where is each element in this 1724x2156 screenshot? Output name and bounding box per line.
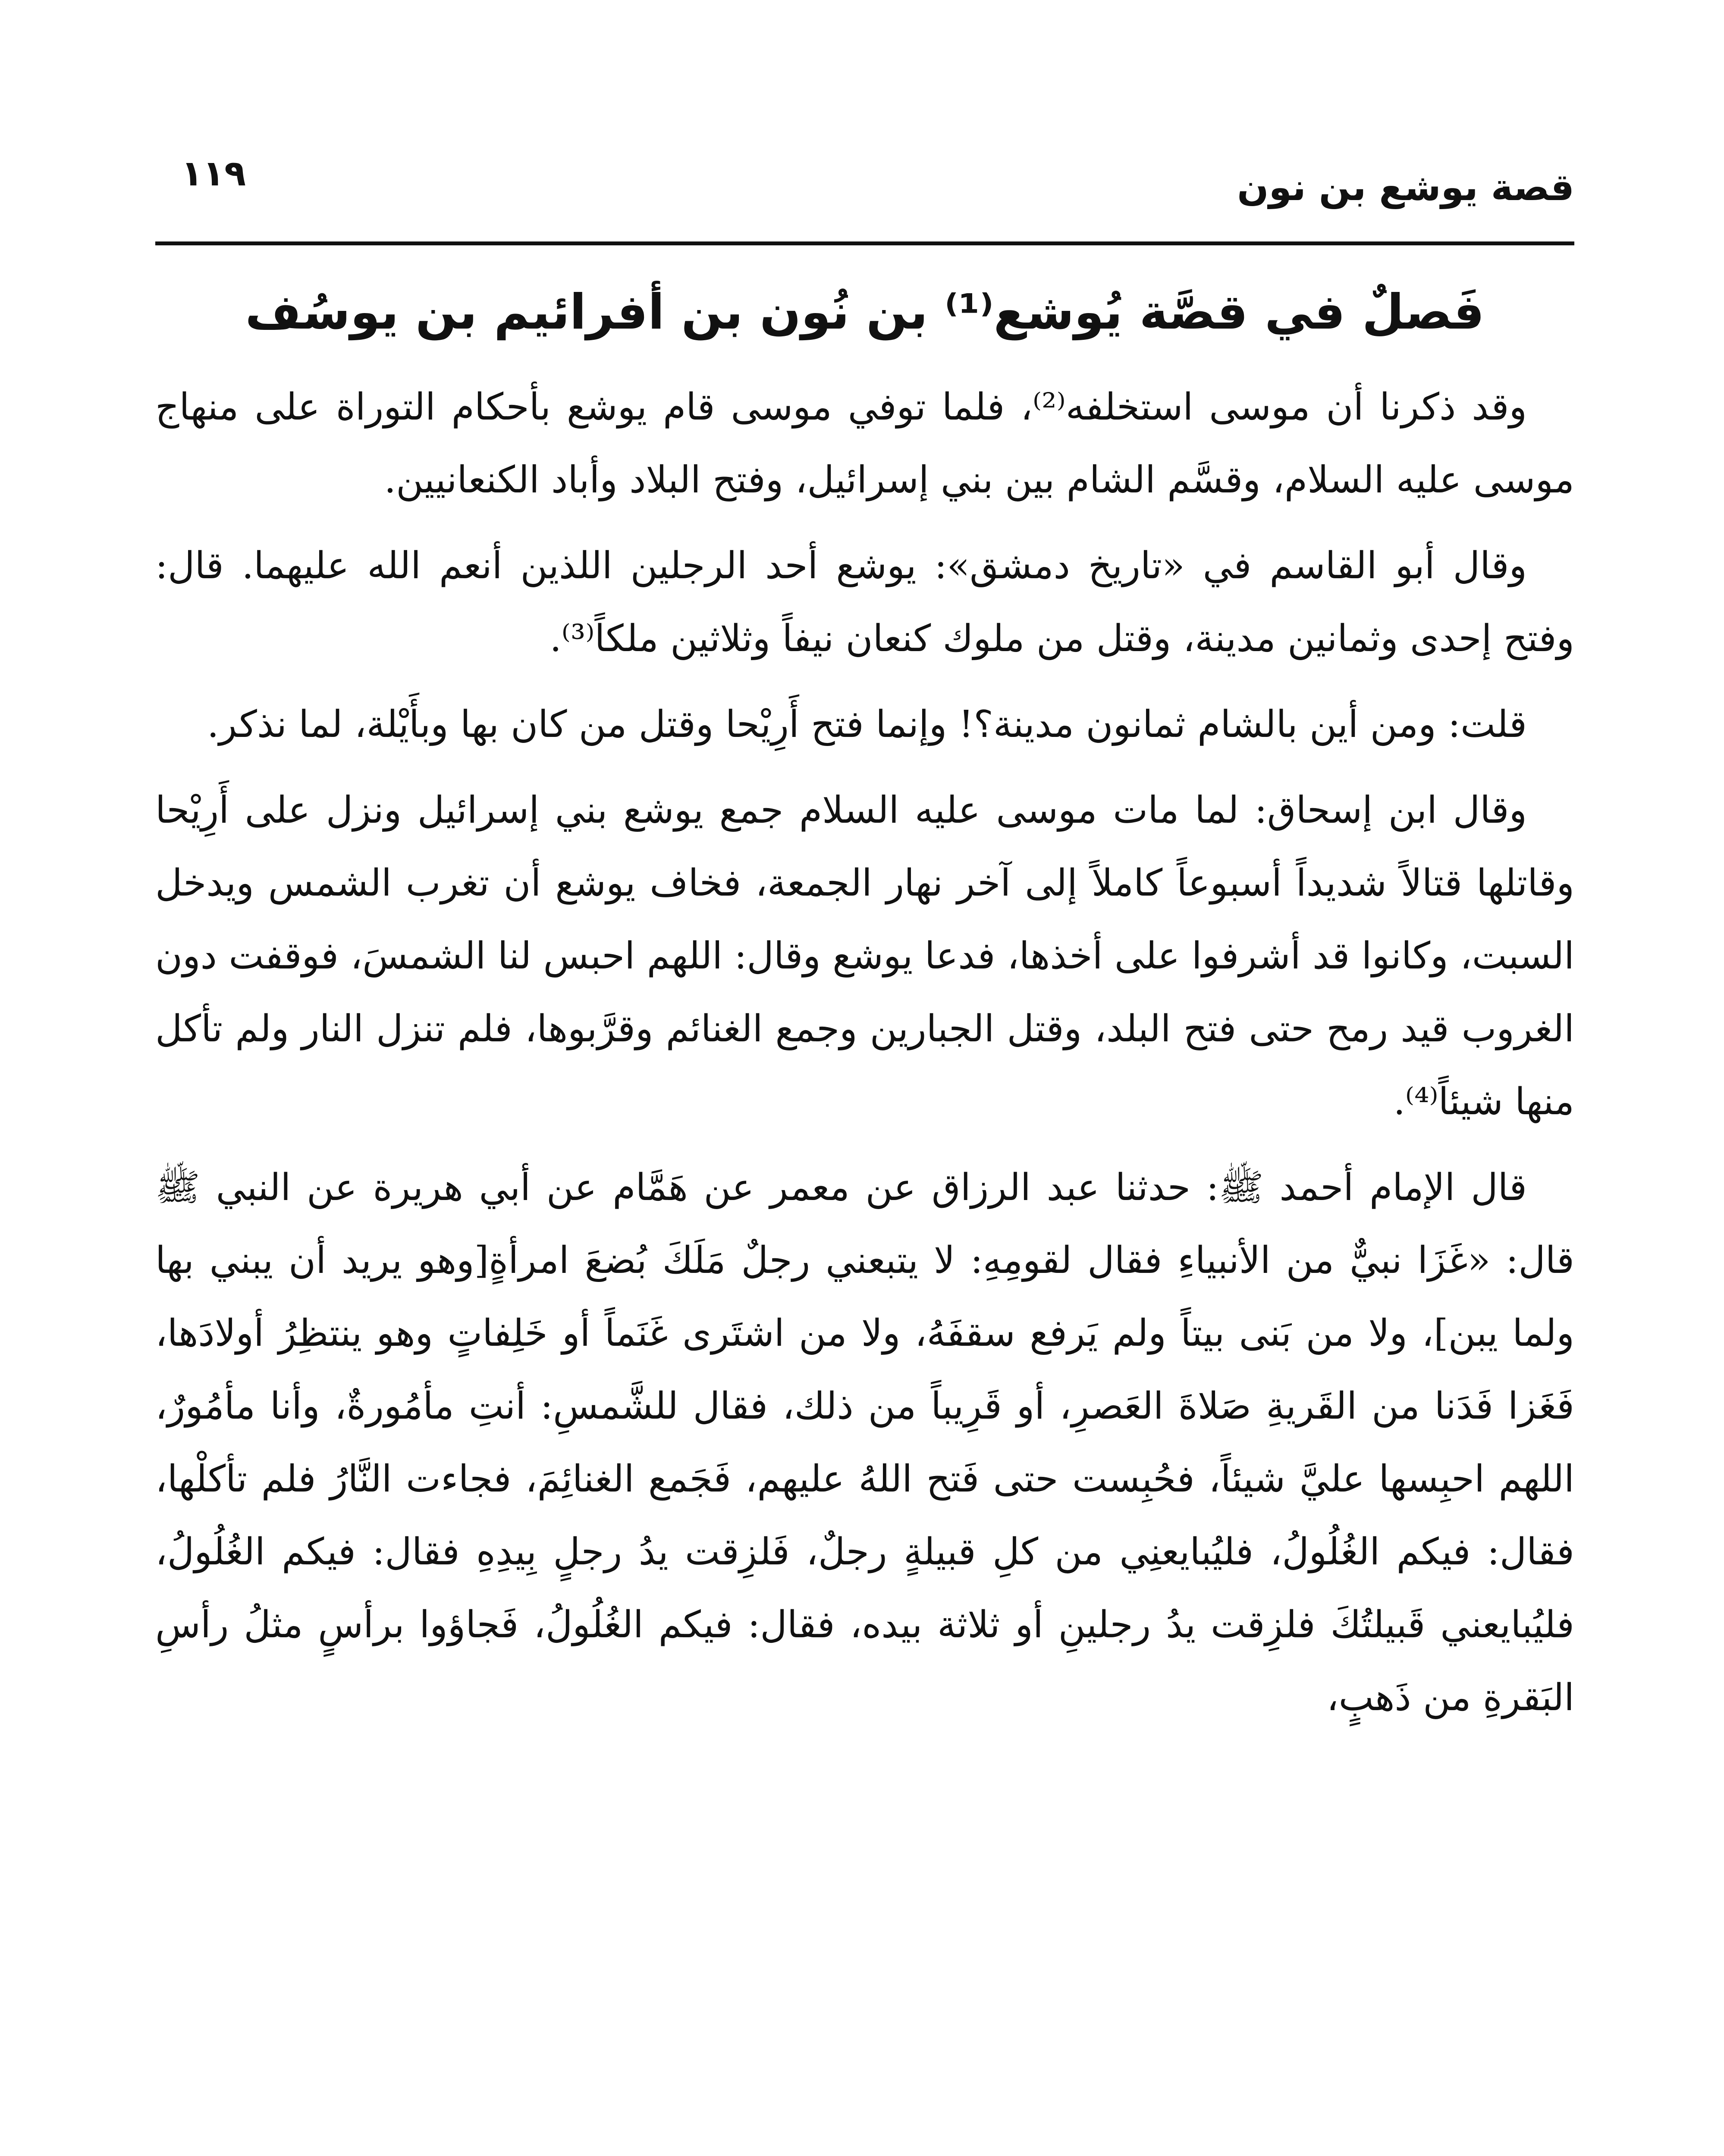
chapter-title: فَصلٌ في قصَّة يُوشع⁽¹⁾ بن نُون بن أفرائيم بن يوسُف	[245, 284, 1485, 340]
body-text	[155, 371, 1574, 1747]
running-header-title: قصة يوشع بن نون	[1237, 166, 1574, 209]
page-number: ١١٩	[181, 153, 246, 194]
paragraph: وقال أبو القاسم في «تاريخ دمشق»: يوشع أحد الرجلين اللذين أنعم الله عليهما. قال: وفتح إحدى وثمانين مدينة، وقتل من ملوك كنعان نيفاً وثلاثين ملكاً⁽³⁾.	[155, 544, 1574, 660]
paragraph: قال الإمام أحمد ﷺ: حدثنا عبد الرزاق عن معمر عن هَمَّام عن أبي هريرة عن النبي ﷺ قال: «غَزَا نبيٌّ من الأنبياءِ فقال لقومِهِ: لا يتبعني رجلٌ مَلَكَ بُضعَ امرأةٍ[وهو يريد أن يبني بها ولما يبن]، ولا من بَنى بيتاً ولم يَرفع سقفَهُ، ولا من اشتَرى غَنَماً أو خَلِفاتٍ وهو ينتظِرُ أولادَها، فَغَزا فَدَنا من القَريةِ صَلاةَ العَصرِ، أو قَرِيباً من ذلك، فقال للشَّمسِ: أنتِ مأمُورةٌ، وأنا مأمُورٌ، اللهم احبِسها عليَّ شيئاً، فحُبِست حتى فَتح اللهُ عليهم، فَجَمع الغنائِمَ، فجاءت النَّارُ فلم تأكلْها، فقال: فيكم الغُلُولُ، فليُبايعنِي من كلِ قبيلةٍ رجلٌ، فَلزِقت يدُ رجلٍ بِيدِهِ فقال: فيكم الغُلُولُ، فليُبايعني قَبيلتُكَ فلزِقت يدُ رجلينِ أو ثلاثة بيده، فقال: فيكم الغُلُولُ، فَجاؤوا برأسٍ مثلُ رأسِ البَقرةِ من ذَهبٍ،	[155, 1166, 1574, 1719]
paragraph: وقال ابن إسحاق: لما مات موسى عليه السلام جمع يوشع بني إسرائيل ونزل على أَرِيْحا وقاتلها قتالاً شديداً أسبوعاً كاملاً إلى آخر نهار الجمعة، فخاف يوشع أن تغرب الشمس ويدخل السبت، وكانوا قد أشرفوا على أخذها، فدعا يوشع وقال: اللهم احبس لنا الشمسَ، فوقفت دون الغروب قيد رمح حتى فتح البلد، وقتل الجبارين وجمع الغنائم وقرَّبوها، فلم تنزل النار ولم تأكل منها شيئاً⁽⁴⁾.	[155, 789, 1574, 1123]
page-content	[155, 147, 1574, 2156]
paragraph: قلت: ومن أين بالشام ثمانون مدينة؟! وإنما فتح أَرِيْحا وقتل من كان بها وبأَيْلة، لما نذكر.	[207, 703, 1527, 746]
paragraph: وقد ذكرنا أن موسى استخلفه⁽²⁾، فلما توفي موسى قام يوشع بأحكام التوراة على منهاج موسى عليه السلام، وقسَّم الشام بين بني إسرائيل، وفتح البلاد وأباد الكنعانيين.	[155, 385, 1574, 501]
running-header	[155, 147, 1574, 245]
